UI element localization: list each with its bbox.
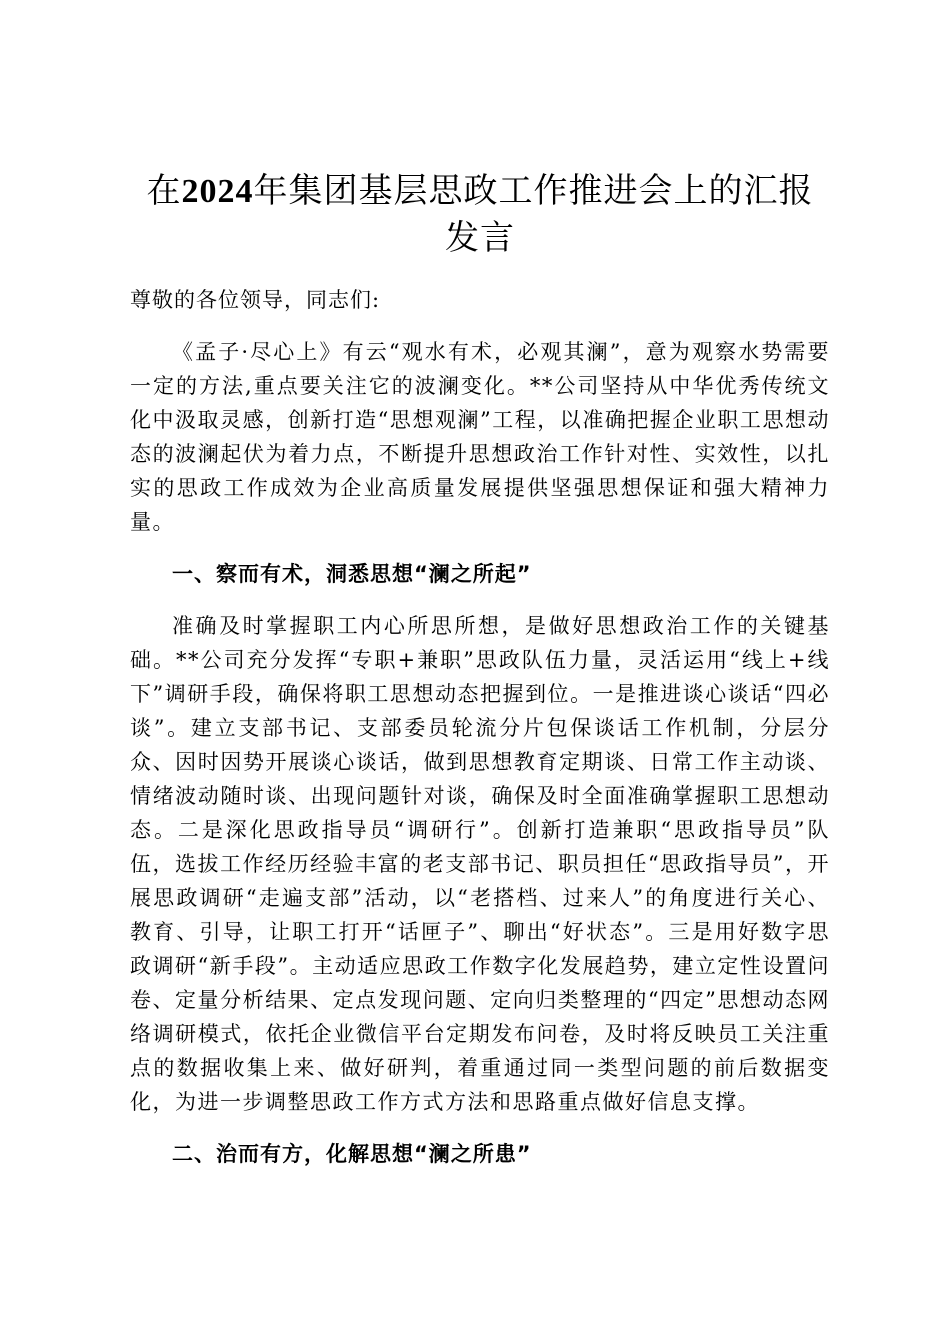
document-page [130,168,830,1189]
title-suffix: 年集团基层思政工作推进会上的汇报发言 [253,171,814,258]
section-1-paragraph: 准确及时掌握职工内心所思所想，是做好思想政治工作的关键基础。**公司充分发挥“专职+兼职”思政队伍力量，灵活运用“线上+线下”调研手段，确保将职工思想动态把握到位。一是推进谈心谈话“四必谈”。建立支部书记、支部委员轮流分片包保谈话工作机制，分层分众、因时因势开展谈心谈话，做到思想教育定期谈、日常工作主动谈、情绪波动随时谈、出现问题针对谈，确保及时全面准确掌握职工思想动态。二是深化思政指导员“调研行”。创新打造兼职“思政指导员”队伍，选拔工作经历经验丰富的老支部书记、职员担任“思政指导员”，开展思政调研“走遍支部”活动，以“老搭档、过来人”的角度进行关心、教育、引导，让职工打开“话匣子”、聊出“好状态”。三是用好数字思政调研“新手段”。主动适应思政工作数字化发展趋势，建立定性设置问卷、定量分析结果、定点发现问题、定向归类整理的“四定”思想动态网络调研模式，依托企业微信平台定期发布问卷，及时将反映员工关注重点的数据收集上来、做好研判，着重通过同一类型问题的前后数据变化，为进一步调整思政工作方式方法和思路重点做好信息支撑。 [130,614,830,1114]
title-year: 2024 [181,173,254,210]
document-title [130,168,830,261]
salutation: 尊敬的各位领导，同志们: [130,288,381,312]
intro-paragraph: 《孟子·尽心上》有云“观水有术，必观其澜”，意为观察水势需要一定的方法,重点要关注它的波澜变化。**公司坚持从中华优秀传统文化中汲取灵感，创新打造“思想观澜”工程，以准确把握企业职工思想动态的波澜起伏为着力点，不断提升思想政治工作针对性、实效性，以扎实的思政工作成效为企业高质量发展提供坚强思想保证和强大精神力量。 [130,340,830,534]
section-2-heading: 二、治而有方，化解思想“澜之所患” [172,1142,532,1166]
section-1-heading: 一、察而有术，洞悉思想“澜之所起” [172,562,532,586]
title-prefix: 在 [146,171,182,211]
